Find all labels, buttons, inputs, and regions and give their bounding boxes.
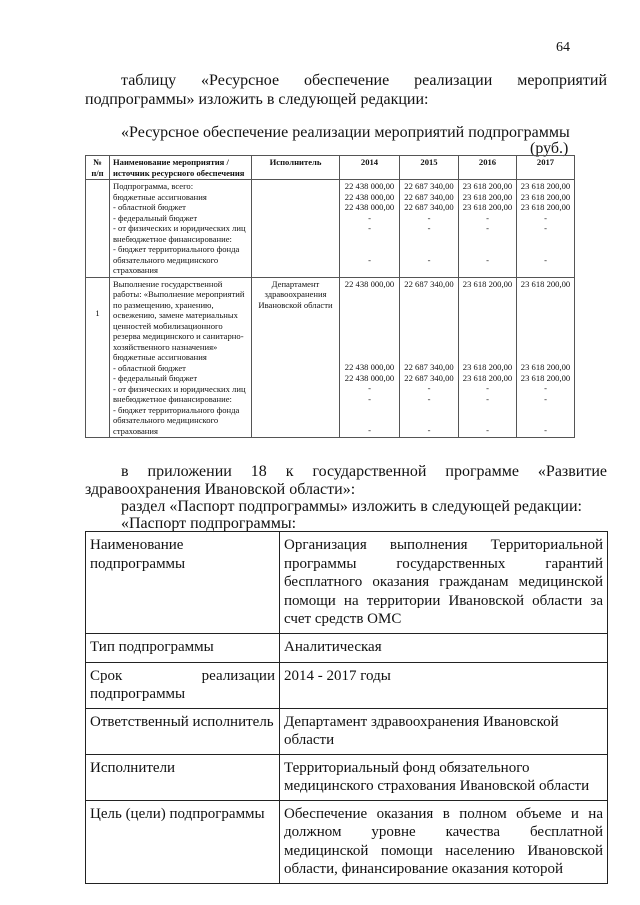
value-cell: - <box>544 425 547 435</box>
row-number <box>89 181 106 192</box>
value-cell: - <box>427 254 431 265</box>
value-cell: 23 618 200,00 <box>520 202 571 212</box>
table-header-row <box>86 156 575 180</box>
header-2017: 2017 <box>517 156 575 180</box>
header-2016: 2016 <box>459 156 517 180</box>
table-title: «Ресурсное обеспечение реализации мероприятий подпрограммы <box>121 124 570 141</box>
value-2014-cell <box>340 277 400 438</box>
value-cell: 23 618 200,00 <box>520 181 571 191</box>
header-2015: 2015 <box>400 156 459 180</box>
intro-word: мероприятий <box>517 72 608 89</box>
passport-label-cell: Исполнители <box>86 754 280 800</box>
value-cell: 22 438 000,00 <box>344 202 395 212</box>
text-word: приложении <box>147 463 232 480</box>
row-name: - федеральный бюджет <box>113 373 198 383</box>
passport-row <box>86 754 608 800</box>
value-cell <box>518 415 573 426</box>
value-cell: 22 687 340,00 <box>404 372 454 383</box>
value-cell: - <box>427 223 431 233</box>
value-cell: 22 438 000,00 <box>344 372 395 383</box>
value-cell: 23 618 200,00 <box>520 191 571 202</box>
value-cell <box>341 244 398 255</box>
value-cell: - <box>544 223 547 233</box>
value-cell: - <box>486 223 489 233</box>
value-cell <box>341 415 398 426</box>
passport-table <box>85 531 608 884</box>
value-cell: - <box>544 212 547 223</box>
value-cell: 23 618 200,00 <box>462 202 513 212</box>
row-name: - федеральный бюджет <box>113 212 198 223</box>
value-cell: - <box>368 383 371 393</box>
value-cell: 22 438 000,00 <box>344 362 395 372</box>
passport-value-cell: 2014 - 2017 годы <box>280 662 608 708</box>
value-cell: - <box>427 425 431 435</box>
value-cell: 22 438 000,00 <box>344 181 395 191</box>
row-name: - областной бюджет <box>113 362 186 373</box>
passport-value-cell: Организация выполнения Территориальной программы государственных гарантий бесплатного оказания гражданам медицинской помощи на территории Ивановской области за счет средств ОМС <box>280 532 608 634</box>
passport-label-cell: Тип подпрограммы <box>86 633 280 662</box>
text-word: программе <box>445 463 519 480</box>
passport-value-cell: Департамент здравоохранения Ивановской области <box>280 708 608 754</box>
header-2014: 2014 <box>340 156 400 180</box>
value-cell: - <box>368 223 371 233</box>
row-executor: Департамент здравоохранения Ивановской области <box>258 278 333 310</box>
passport-row <box>86 662 608 708</box>
row-number-cell <box>86 180 110 278</box>
value-cell <box>401 415 457 426</box>
value-cell: - <box>427 212 431 223</box>
value-cell: - <box>427 393 431 404</box>
value-cell <box>460 415 515 426</box>
after-table-line-1 <box>121 462 607 481</box>
value-cell: - <box>427 383 431 393</box>
intro-line-1 <box>121 71 607 90</box>
value-2017-cell <box>517 277 575 438</box>
row-executor-cell <box>252 277 340 438</box>
value-cell: 23 618 200,00 <box>462 372 513 383</box>
value-cell: - <box>368 425 371 435</box>
section-line: раздел «Паспорт подпрограммы» изложить в следующей редакции: <box>121 498 582 515</box>
passport-row <box>86 708 608 754</box>
text-word: к <box>285 463 294 480</box>
value-cell: 23 618 200,00 <box>520 278 571 289</box>
value-cell: 23 618 200,00 <box>462 278 513 289</box>
intro-word: «Ресурсное <box>201 72 280 89</box>
row-name: - от физических и юридических лиц <box>113 223 246 233</box>
passport-label-cell: Ответственный исполнитель <box>86 708 280 754</box>
value-2015-cell <box>400 180 459 278</box>
passport-row <box>86 633 608 662</box>
value-cell: - <box>486 254 489 265</box>
row-name: внебюджетное финансирование: <box>113 233 232 244</box>
value-cell: 23 618 200,00 <box>462 181 513 191</box>
value-2016-cell <box>459 277 517 438</box>
table-row <box>86 277 575 438</box>
text-word: «Развитие <box>537 463 608 480</box>
value-cell: - <box>486 425 489 435</box>
value-cell: - <box>486 212 489 223</box>
value-cell: 22 687 340,00 <box>404 278 454 289</box>
row-name: Подпрограмма, всего: <box>113 181 194 191</box>
value-2015-cell <box>400 277 459 438</box>
value-2014-cell <box>340 180 400 278</box>
passport-label-cell: Срок реализации подпрограммы <box>86 662 280 708</box>
passport-label-cell: Наименование подпрограммы <box>86 532 280 634</box>
page-number: 64 <box>556 40 570 55</box>
value-cell: 23 618 200,00 <box>520 362 571 372</box>
value-cell: 22 438 000,00 <box>344 278 395 289</box>
value-cell: - <box>544 383 547 393</box>
value-cell <box>518 244 573 255</box>
text-word: государственной <box>312 463 427 480</box>
row-name-cell <box>110 180 252 278</box>
value-cell: - <box>368 393 371 404</box>
passport-value-cell: Территориальный фонд обязательного медицинского страхования Ивановской области <box>280 754 608 800</box>
header-name: Наименование мероприятия / источник ресурсного обеспечения <box>110 156 252 180</box>
value-cell: 23 618 200,00 <box>520 372 571 383</box>
intro-line-2: подпрограммы» изложить в следующей редакции: <box>85 91 429 108</box>
intro-word: обеспечение <box>304 72 390 89</box>
row-name: - от физических и юридических лиц <box>113 383 246 394</box>
table-row <box>86 180 575 278</box>
after-table-line-2: здравоохранения Ивановской области»: <box>85 481 356 498</box>
text-word: 18 <box>250 463 267 480</box>
passport-value-cell: Обеспечение оказания в полном объеме и на должном уровне качества бесплатной медицинской помощи населению Ивановской области, финансирование оказания которой <box>280 800 608 883</box>
passport-row <box>86 800 608 883</box>
header-executor: Исполнитель <box>252 156 340 180</box>
row-name: - бюджет территориального фонда обязательного медицинского страхования <box>113 244 240 275</box>
row-name: бюджетные ассигнования <box>113 191 207 202</box>
value-cell: 22 687 340,00 <box>404 362 454 372</box>
header-number: № п/п <box>86 156 110 180</box>
value-cell: 22 687 340,00 <box>404 181 454 191</box>
value-cell: - <box>544 254 547 265</box>
passport-label: «Паспорт подпрограммы: <box>121 515 297 532</box>
row-name: - бюджет территориального фонда обязательного медицинского страхования <box>113 404 240 436</box>
value-cell: - <box>486 383 489 393</box>
value-cell: - <box>486 393 489 404</box>
row-name: Выполнение государственной работы: «Выполнение мероприятий по размещению, хранению, освежению, замене материальных ценностей мобилизационного резерва медицинского и санитарно-хозяйственного назначения» <box>113 278 245 352</box>
intro-word: реализации <box>414 72 493 89</box>
value-cell <box>460 244 515 255</box>
value-cell: 23 618 200,00 <box>462 191 513 202</box>
value-cell: 22 438 000,00 <box>344 191 395 202</box>
value-cell: - <box>368 212 371 223</box>
resource-table <box>85 155 575 438</box>
value-cell: 22 687 340,00 <box>404 202 454 212</box>
value-2016-cell <box>459 180 517 278</box>
value-cell: 23 618 200,00 <box>462 362 513 372</box>
intro-word: таблицу <box>121 72 177 89</box>
unit-label: (руб.) <box>530 140 569 157</box>
passport-label-cell: Цель (цели) подпрограммы <box>86 800 280 883</box>
value-cell: - <box>368 254 371 265</box>
text-word: в <box>121 463 129 480</box>
row-executor-cell <box>252 180 340 278</box>
row-name: внебюджетное финансирование: <box>113 394 232 404</box>
row-number-cell <box>86 277 110 438</box>
row-name: - областной бюджет <box>113 202 186 212</box>
row-number: 1 <box>95 307 100 318</box>
passport-row <box>86 532 608 634</box>
row-name-cell <box>110 277 252 438</box>
value-cell <box>401 244 457 255</box>
row-name: бюджетные ассигнования <box>113 352 207 362</box>
passport-value-cell: Аналитическая <box>280 633 608 662</box>
value-cell: - <box>544 393 547 404</box>
value-2017-cell <box>517 180 575 278</box>
value-cell: 22 687 340,00 <box>404 191 454 202</box>
